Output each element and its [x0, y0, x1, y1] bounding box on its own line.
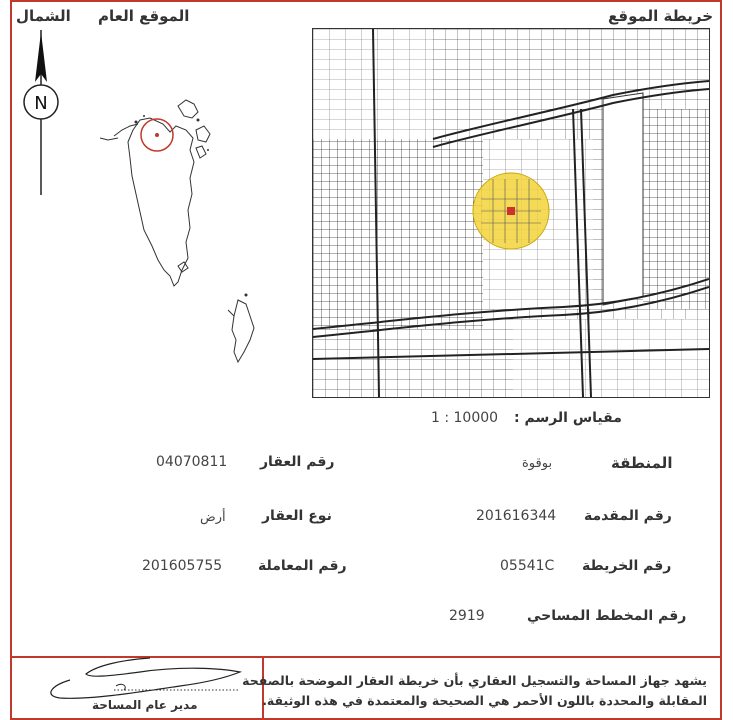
property-no-label: رقم العقار	[260, 454, 335, 470]
certification-line-2: المقابلة والمحددة باللون الأحمر هي الصحيحة والمعتمدة في هذه الوثيقة.	[262, 693, 707, 708]
request-no-value: 201616344	[476, 508, 557, 524]
survey-plan-value: 2919	[449, 608, 485, 624]
property-type-label: نوع العقار	[262, 508, 332, 524]
transaction-no-label: رقم المعاملة	[258, 558, 347, 574]
transaction-no-value: 201605755	[142, 558, 223, 574]
site-map-label: خريطة الموقع	[608, 7, 714, 25]
scale-value: 1 : 10000	[431, 410, 499, 426]
site-map	[312, 28, 710, 398]
north-arrow-icon	[18, 30, 64, 200]
north-letter: N	[34, 93, 48, 114]
scale-label: مقياس الرسم :	[514, 410, 622, 426]
map-no-label: رقم الخريطة	[582, 558, 672, 574]
signature-mark	[30, 646, 260, 706]
request-no-label: رقم المقدمة	[584, 508, 672, 524]
map-no-value: 05541C	[500, 558, 555, 574]
area-label: المنطقة	[611, 454, 673, 472]
area-value: بوقوة	[522, 456, 553, 471]
parcel-marker	[507, 207, 515, 215]
property-no-value: 04070811	[156, 454, 228, 470]
north-label: الشمال	[16, 7, 71, 25]
survey-plan-label: رقم المخطط المساحي	[527, 608, 687, 624]
property-type-value: أرض	[200, 510, 226, 525]
signature-title: مدير عام المساحة	[92, 698, 198, 712]
certification-line-1: يشهد جهاز المساحة والتسجيل العقاري بأن خريطة العقار الموضحة بالصفحة	[242, 673, 707, 688]
general-location-label: الموقع العام	[98, 7, 190, 25]
locator-map	[78, 90, 278, 380]
